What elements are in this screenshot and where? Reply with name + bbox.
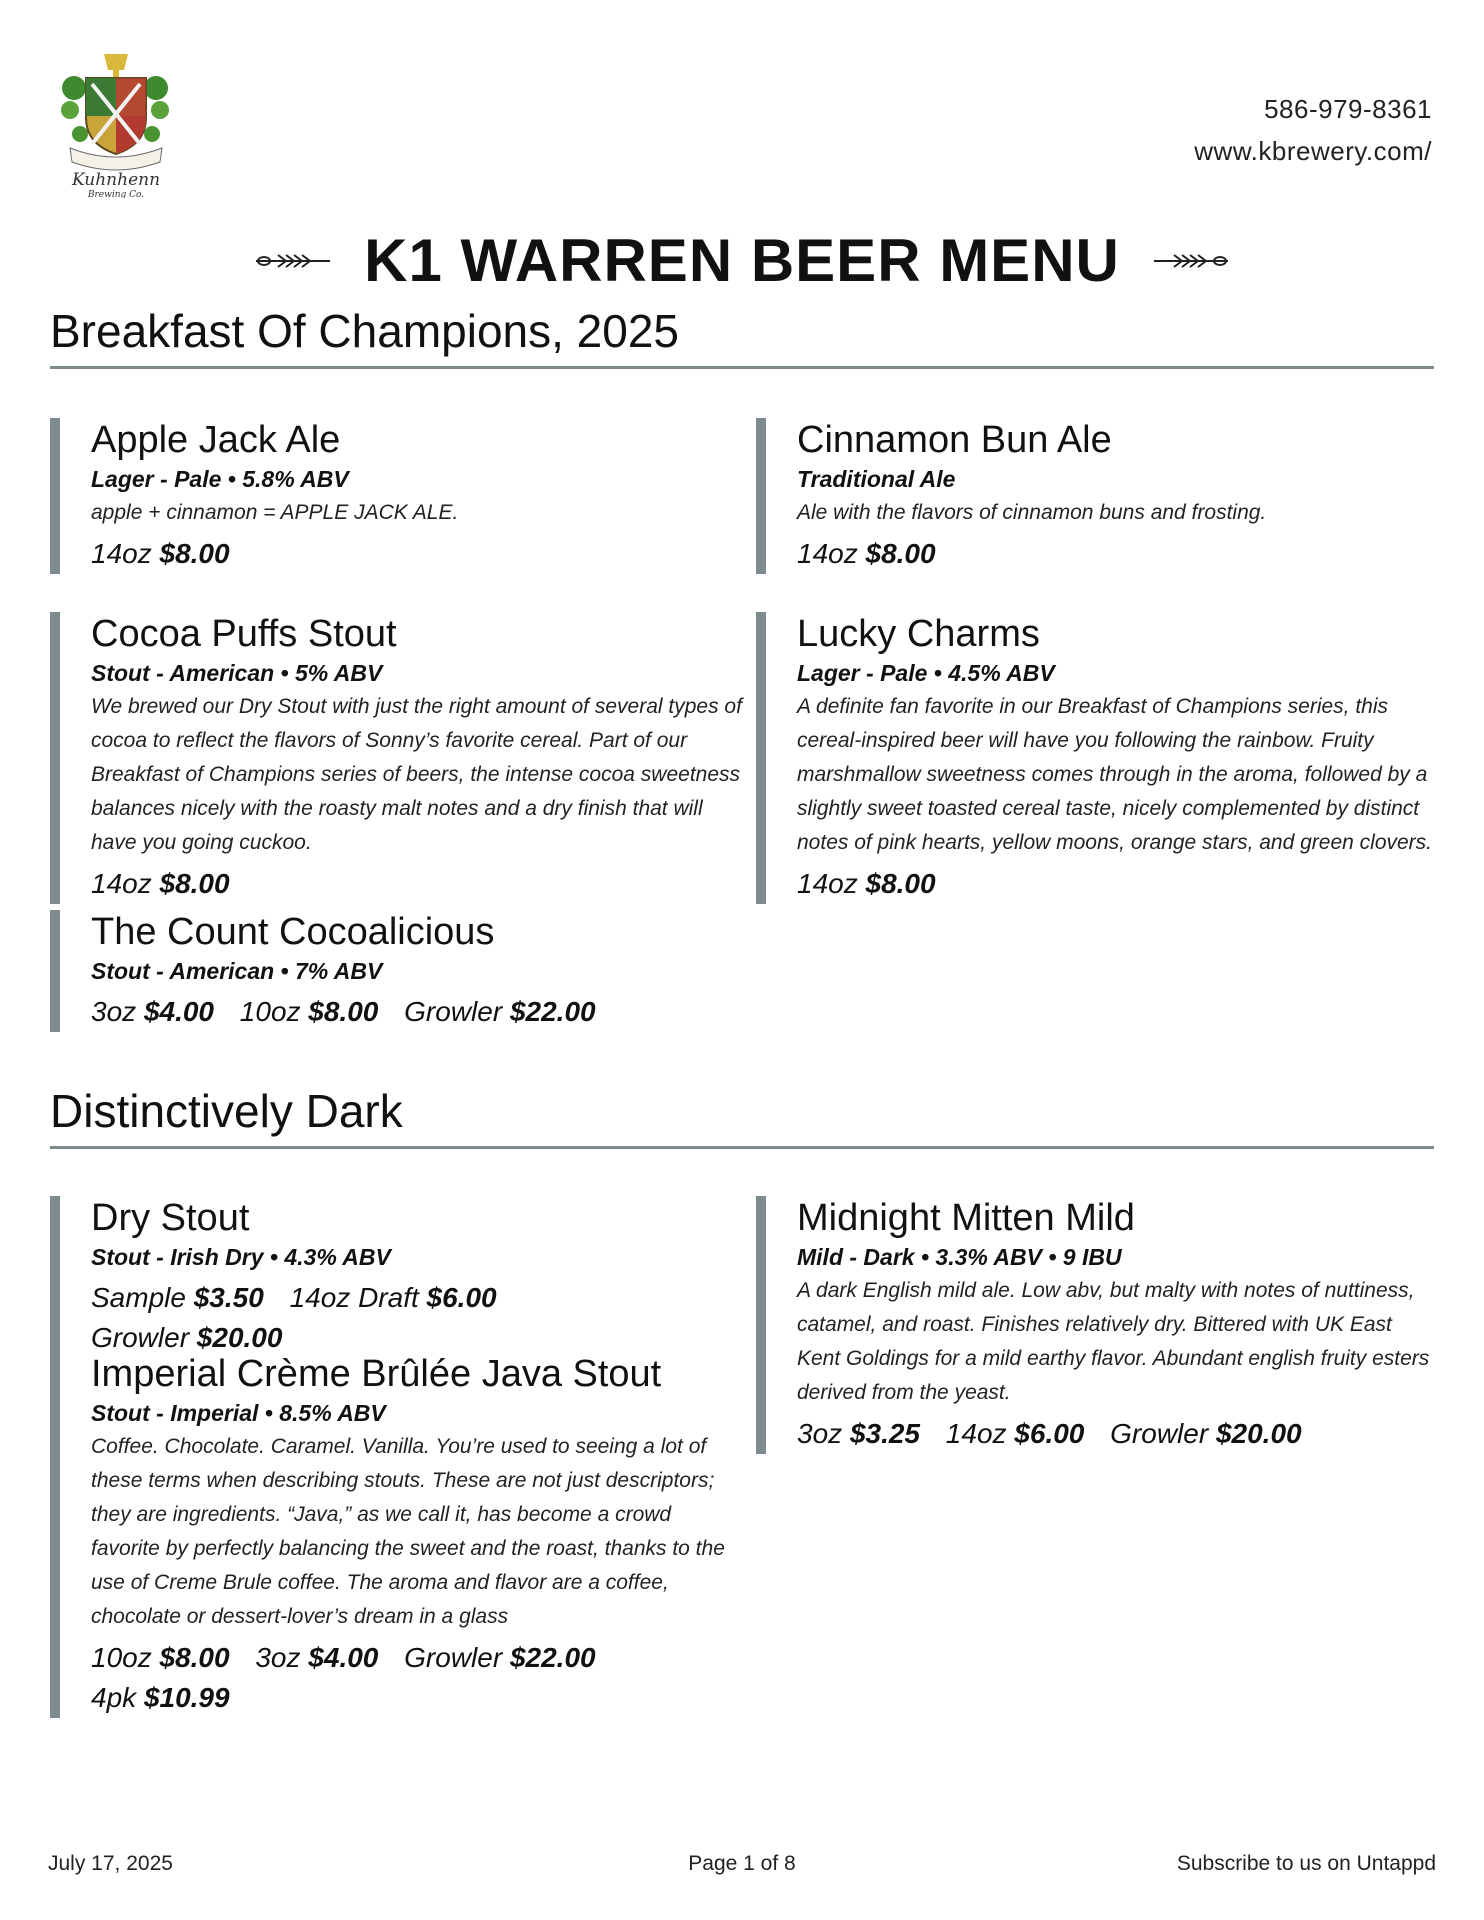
beer-prices — [91, 1638, 731, 1718]
price-value: $3.25 — [849, 1418, 921, 1449]
price-item — [91, 1642, 230, 1673]
price-item — [91, 1682, 230, 1713]
beer-name: Lucky Charms — [797, 613, 1040, 655]
price-item — [404, 1642, 595, 1673]
beer-style: Mild - Dark • 3.3% ABV • 9 IBU — [797, 1244, 1122, 1270]
price-item — [240, 996, 379, 1027]
price-value: $8.00 — [865, 868, 936, 899]
price-size: 14oz — [91, 868, 152, 899]
price-value: $4.00 — [143, 996, 215, 1027]
beer-name: Apple Jack Ale — [91, 419, 341, 461]
svg-text:Kuhnhenn: Kuhnhenn — [71, 170, 161, 190]
price-size: Growler — [404, 1642, 503, 1673]
price-item — [404, 996, 595, 1027]
price-size: Growler — [1110, 1418, 1209, 1449]
beer-name: Cocoa Puffs Stout — [91, 613, 397, 655]
price-item — [255, 1642, 378, 1673]
price-value: $8.00 — [159, 538, 230, 569]
price-item — [797, 538, 936, 569]
price-item — [946, 1418, 1085, 1449]
beer-prices — [91, 992, 731, 1032]
beer-name: Midnight Mitten Mild — [797, 1197, 1135, 1239]
price-item — [91, 538, 230, 569]
beer-prices — [797, 864, 1457, 904]
beer-name: Dry Stout — [91, 1197, 250, 1239]
beer-name: Imperial Crème Brûlée Java Stout — [91, 1353, 662, 1395]
wheat-ornament-icon — [1154, 250, 1228, 272]
beer-card — [50, 910, 731, 1032]
price-item — [797, 868, 936, 899]
price-size: 10oz — [91, 1642, 152, 1673]
price-value: $8.00 — [865, 538, 936, 569]
price-item — [91, 1322, 282, 1353]
price-size: 14oz Draft — [289, 1282, 419, 1313]
price-value: $20.00 — [196, 1322, 283, 1353]
price-size: Growler — [91, 1322, 190, 1353]
price-value: $6.00 — [426, 1282, 497, 1313]
beer-card — [50, 1196, 731, 1358]
beer-style: Stout - Imperial • 8.5% ABV — [91, 1400, 386, 1426]
website-link[interactable]: www.kbrewery.com/ — [1194, 136, 1432, 166]
price-item — [91, 1282, 264, 1313]
beer-description: We brewed our Dry Stout with just the right amount of several types of cocoa to reflect the flavors of Sonny’s favorite cereal. Part of our Breakfast of Champions series of beers, the intense cocoa sweetness balances nicely with the roasty malt notes and a dry finish that will have you going cuckoo. — [91, 695, 742, 854]
price-size: Sample — [91, 1282, 186, 1313]
footer-date: July 17, 2025 — [48, 1852, 173, 1875]
price-value: $20.00 — [1215, 1418, 1302, 1449]
beer-prices — [797, 534, 1437, 574]
price-size: 3oz — [91, 996, 137, 1027]
price-item — [91, 996, 214, 1027]
beer-name: The Count Cocoalicious — [91, 911, 495, 953]
price-value: $10.99 — [143, 1682, 230, 1713]
beer-card — [50, 418, 731, 574]
beer-style: Traditional Ale — [797, 466, 956, 492]
contact-block — [1194, 88, 1432, 172]
beer-style: Stout - American • 5% ABV — [91, 660, 383, 686]
price-size: 14oz — [797, 868, 858, 899]
page-number: Page 1 of 8 — [688, 1852, 796, 1875]
price-value: $8.00 — [308, 996, 379, 1027]
beer-style: Lager - Pale • 5.8% ABV — [91, 466, 349, 492]
brewery-logo — [56, 48, 176, 198]
price-size: 3oz — [797, 1418, 843, 1449]
price-value: $22.00 — [509, 996, 596, 1027]
price-item — [290, 1282, 497, 1313]
section-divider — [50, 1146, 1434, 1149]
price-size: 14oz — [91, 538, 152, 569]
price-value: $3.50 — [193, 1282, 264, 1313]
beer-card — [50, 1352, 731, 1718]
section-divider — [50, 366, 1434, 369]
price-item — [797, 1418, 920, 1449]
page-title: K1 WARREN BEER MENU — [364, 227, 1120, 294]
beer-card — [756, 1196, 1437, 1454]
price-value: $6.00 — [1014, 1418, 1085, 1449]
price-value: $22.00 — [509, 1642, 596, 1673]
beer-prices — [91, 864, 751, 904]
beer-card — [756, 418, 1437, 574]
svg-text:Brewing Co.: Brewing Co. — [87, 190, 145, 198]
price-size: 14oz — [797, 538, 858, 569]
beer-description: A definite fan favorite in our Breakfast of Champions series, this cereal-inspired beer will have you following the rainbow. Fruity marshmallow sweetness comes through in the aroma, followed by a slightly sweet toasted cereal taste, nicely complemented by distinct notes of pink hearts, yellow moons, orange stars, and green clovers. — [797, 695, 1433, 854]
beer-card — [756, 612, 1457, 904]
beer-style: Stout - Irish Dry • 4.3% ABV — [91, 1244, 391, 1270]
price-size: 14oz — [945, 1418, 1007, 1449]
price-value: $8.00 — [159, 1642, 230, 1673]
beer-prices — [797, 1414, 1437, 1454]
beer-prices — [91, 534, 731, 574]
beer-style: Lager - Pale • 4.5% ABV — [797, 660, 1055, 686]
price-item — [1110, 1418, 1301, 1449]
section-title: Breakfast Of Champions, 2025 — [50, 305, 679, 357]
beer-description: Coffee. Chocolate. Caramel. Vanilla. You’re used to seeing a lot of these terms when describing stouts. These are not just descriptors; they are ingredients. “Java,” as we call it, has become a crowd favorite by perfectly balancing the sweet and the roast, thanks to the use of Creme Brule coffee. The aroma and flavor are a coffee, chocolate or dessert-lover’s dream in a glass — [91, 1435, 725, 1628]
beer-style: Stout - American • 7% ABV — [91, 958, 383, 984]
price-size: 3oz — [255, 1642, 301, 1673]
beer-card — [50, 612, 751, 904]
section-title: Distinctively Dark — [50, 1085, 403, 1137]
price-size: Growler — [404, 996, 503, 1027]
untappd-subscribe-link[interactable]: Subscribe to us on Untappd — [1176, 1852, 1436, 1875]
price-value: $4.00 — [308, 1642, 379, 1673]
wheat-ornament-icon — [256, 250, 330, 272]
price-size: 10oz — [239, 996, 301, 1027]
beer-name: Cinnamon Bun Ale — [797, 419, 1112, 461]
beer-prices — [91, 1278, 731, 1358]
price-item — [91, 868, 230, 899]
beer-description: A dark English mild ale. Low abv, but malty with notes of nuttiness, catamel, and roast. Finishes relatively dry. Bittered with UK East Kent Goldings for a mild earthy flavor. Abundant english fruity esters derived from the yeast. — [797, 1279, 1430, 1404]
price-value: $8.00 — [159, 868, 230, 899]
price-size: 4pk — [91, 1682, 137, 1713]
menu-title-row — [0, 226, 1484, 295]
phone-number: 586-979-8361 — [1264, 94, 1432, 124]
beer-description: Ale with the flavors of cinnamon buns and frosting. — [797, 501, 1267, 524]
beer-description: apple + cinnamon = APPLE JACK ALE. — [91, 501, 459, 524]
